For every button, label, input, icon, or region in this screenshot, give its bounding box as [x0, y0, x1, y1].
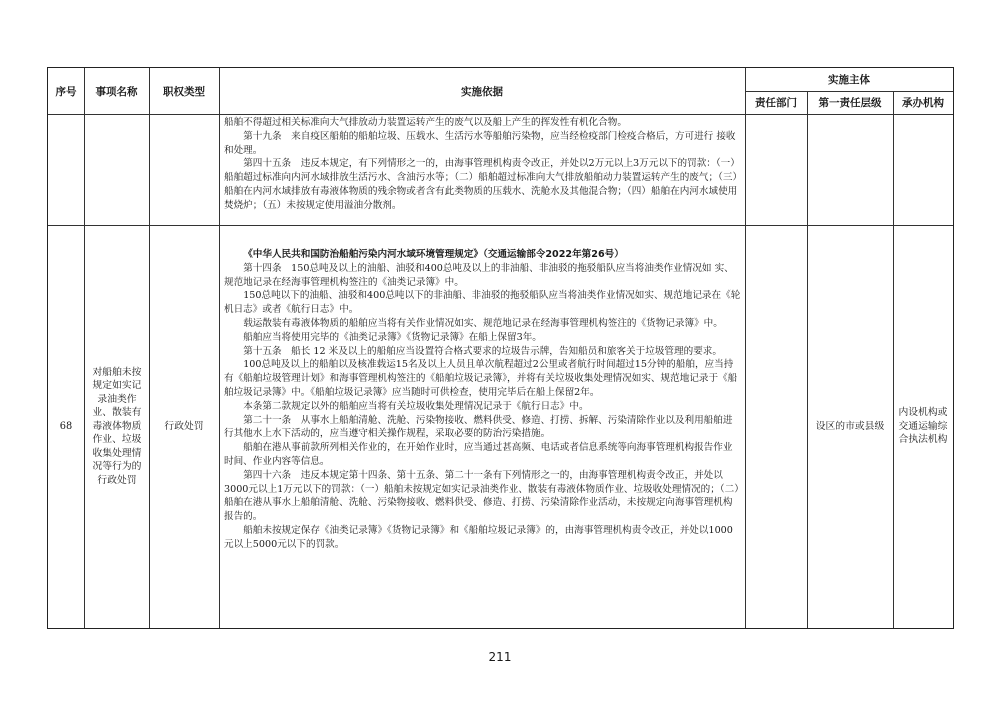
basis-paragraph: 船舶未按规定保存《油类记录簿》《货物记录簿》和《船舶垃圾记录簿》的，由海事管理机构责令改正，并处以1000元以上5000元以下的罚款。 [224, 524, 733, 550]
basis-paragraph: 本条第二款规定以外的船舶应当将有关垃圾收集处理情况记录于《航行日志》中。 [243, 400, 589, 412]
basis-paragraph: 船舶应当将使用完毕的《油类记录簿》《货物记录簿》在船上保留3年。 [243, 331, 542, 343]
basis-paragraph: 第十五条 船长 12 米及以上的船舶应当设置符合格式要求的垃圾告示牌，告知船员和旅客关于垃圾管理的要求。 [243, 345, 722, 357]
header-seq: 序号 [55, 85, 77, 98]
prev-row-basis [224, 116, 741, 213]
header-item-name: 事项名称 [95, 85, 138, 98]
enforcement-table [47, 67, 954, 629]
row68-power-type: 行政处罚 [164, 420, 204, 432]
header-subject: 实施主体 [828, 74, 870, 86]
basis-paragraph: 船舶在港从事前款所列相关作业的，在开始作业时，应当通过甚高频、电话或者信息系统等向海事管理机构报告作业时间、作业内容等信息。 [224, 442, 733, 467]
row68-basis [224, 248, 741, 552]
header-level: 第一责任层级 [818, 97, 882, 109]
basis-paragraph: 第四十六条 违反本规定第十四条、第十五条、第二十一条有下列情形之一的，由海事管理机构责令改正，并处以3000元以上1万元以下的罚款：（一）船舶未按规定如实记录油类作业、散装有毒液体物质作业、垃圾收处理情况的；（二）船舶在港从事水上船舶清舱、洗舱、污染物接收、燃料供受、修造、打捞、污染清除作业活动，未按规定向海事管理机构报告的。 [224, 469, 739, 523]
basis-paragraph: 载运散装有毒液体物质的船舶应当将有关作业情况如实、规范地记录在经海事管理机构签注的《货物记录簿》中。 [243, 317, 723, 329]
basis-paragraph: 船舶不得超过相关标准向大气排放动力装置运转产生的废气以及船上产生的挥发性有机化合物。 [224, 117, 627, 128]
basis-paragraph: 第十九条 来自疫区船舶的船舶垃圾、压载水、生活污水等船舶污染物，应当经检疫部门检疫合格后，方可进行 接收和处理。 [224, 130, 736, 156]
row68-dept [745, 225, 807, 628]
header-basis: 实施依据 [461, 85, 503, 98]
col-divider [893, 91, 894, 628]
col-divider [219, 68, 220, 628]
basis-paragraph: 第十四条 150总吨及以上的油船、油驳和400总吨及以上的非油船、非油驳的拖驳船队应当将油类作业情况如 实、规范地记录在经海事管理机构签注的《油类记录簿》中。 [224, 262, 734, 288]
header-dept: 责任部门 [755, 97, 797, 109]
row68-agency: 内设机构或交通运输综合执法机构 [898, 407, 948, 446]
page-number: 211 [488, 650, 512, 664]
col-divider [84, 68, 85, 628]
row68-level: 设区的市或县级 [815, 420, 885, 432]
basis-paragraph: 100总吨及以上的船舶以及核准载运15名及以上人员且单次航程超过2公里或者航行时间超过15分钟的船舶，应当持有《船舶垃圾管理计划》和海事管理机构签注的《船舶垃圾记录簿》，并将有关垃圾收集处理情况如实、规范地记录于《船舶垃圾记录簿》中。《船舶垃圾记录簿》应当随时可供检查，使用完毕后在船上保留2年。 [224, 359, 738, 398]
row-divider [48, 114, 953, 115]
basis-paragraph: 150总吨以下的油船、油驳和400总吨以下的非油船、非油驳的拖驳船队应当将油类作业情况如实、规范地记录在《轮机日志》或者《航行日志》中。 [224, 290, 741, 316]
basis-paragraph: 第二十一条 从事水上船舶清舱、洗舱、污染物接收、燃料供受、修造、打捞、拆解、污染清除作业以及利用船舶进行其他水上水下活动的，应当遵守相关操作规程，采取必要的防治污染措施。 [224, 414, 733, 440]
row68-item-name: 对船舶未按规定如实记录油类作业、散装有毒液体物质作业、垃圾收集处理情况等行为的行政处罚 [92, 366, 142, 486]
header-power-type: 职权类型 [163, 85, 205, 98]
header-agency: 承办机构 [902, 97, 944, 109]
basis-paragraph: 第四十五条 违反本规定，有下列情形之一的，由海事管理机构责令改正，并处以2万元以上3万元以下的罚款：（一）船舶超过标准向内河水域排放生活污水、含油污水等；（二）船舶超过标准向大气排放船舶动力装置运转产生的废气；（三）船舶在内河水域排放有毒液体物质的残余物或者含有此类物质的压载水、洗舱水及其他混合物；（四）船舶在内河水域使用焚烧炉；（五）未按规定使用溢油分散剂。 [224, 158, 740, 211]
row68-seq: 68 [59, 420, 73, 432]
law-title: 《中华人民共和国防治船舶污染内河水域环境管理规定》（交通运输部令2022年第26号） [243, 249, 624, 260]
